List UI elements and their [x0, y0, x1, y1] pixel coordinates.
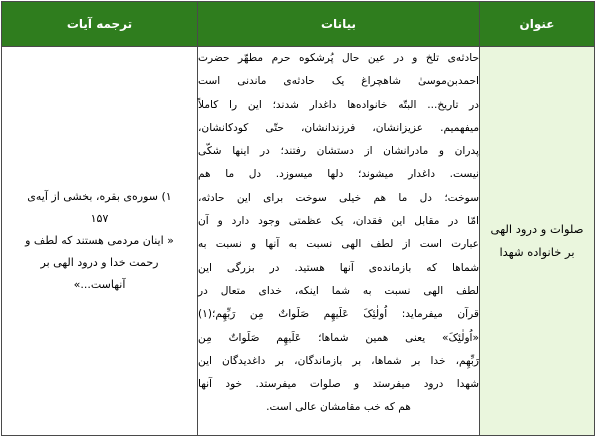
ayat-cell: [2, 47, 198, 436]
body-line: امّا در مقابل این فقدان، یک عظمتی وجود دارد و آن: [198, 215, 479, 228]
body-line: پدران و مادرانشان از دستشان رفتند؛ در اینها شکّی: [198, 145, 479, 158]
body-line: سوخت؛ دل ما هم خیلی سوخت برای این حادثه،: [198, 191, 479, 204]
title-line: صلوات و درود الهی: [490, 222, 584, 236]
body-line: قرآن میفرماید: اُولٰئِکَ عَلَیهِم صَلَواتٌ مِن رَبِّهِم؛(۱): [198, 308, 479, 321]
header-body: بیانات: [198, 2, 480, 47]
title-cell: [480, 47, 595, 436]
body-cell: [198, 47, 480, 436]
title-line: بر خانواده شهدا: [499, 245, 575, 259]
body-line: عبارت است از لطف الهی نسبت به آنها و نسبت به: [198, 238, 479, 251]
ayat-line: ۱) سوره‌ی بقره، بخشی از آیه‌ی: [27, 190, 172, 203]
body-line: احمدبن‌موسیٰ شاهچراغ یک حادثه‌ی ماندنی است: [198, 75, 479, 88]
ayat-line: آنهاست...»: [73, 278, 126, 291]
body-line: نیست. داغدار میشوند؛ دلها میسوزد. دل ما هم: [198, 168, 479, 181]
body-line: لطف الهی نسبت به شما اینکه، خدای متعال در: [198, 284, 479, 297]
header-title: عنوان: [480, 2, 595, 47]
body-line: شهدا درود میفرستد و صلوات میفرستد. خود آنها: [198, 378, 479, 391]
body-line: «اُولٰئِکَ» یعنی همین شماها؛ عَلَیهِم صَلَواتٌ مِن: [198, 331, 479, 344]
table-row: [2, 47, 595, 436]
ayat-line: « اینان مردمی هستند که لطف و: [25, 234, 174, 247]
ayat-line: رحمت خدا و درود الهی بر: [40, 256, 159, 269]
header-ayat: ترجمه آیات: [2, 2, 198, 47]
body-line: هم که خب مقامشان عالی است.: [266, 401, 411, 414]
ayat-line: ۱۵۷: [90, 212, 109, 225]
content-table: [1, 1, 595, 436]
body-line: در تاریخ... البتّه خانواده‌ها داغدار شدند؛ این را کاملاً: [198, 98, 479, 111]
body-line: میفهمیم. عزیزانشان، فرزندانشان، حتّی کودکانشان،: [198, 121, 479, 134]
header-row: [2, 2, 595, 47]
body-line: حادثه‌ی تلخ و در عین حال پُرشکوه حرم مطهّر حضرت: [198, 52, 479, 64]
body-line: رَبِّهِم، خدا بر شماها، بر بازماندگان، بر داغدیدگان این: [198, 354, 479, 367]
body-line: شماها که بازمانده‌ی آنها هستید. در بزرگی این: [198, 261, 479, 274]
